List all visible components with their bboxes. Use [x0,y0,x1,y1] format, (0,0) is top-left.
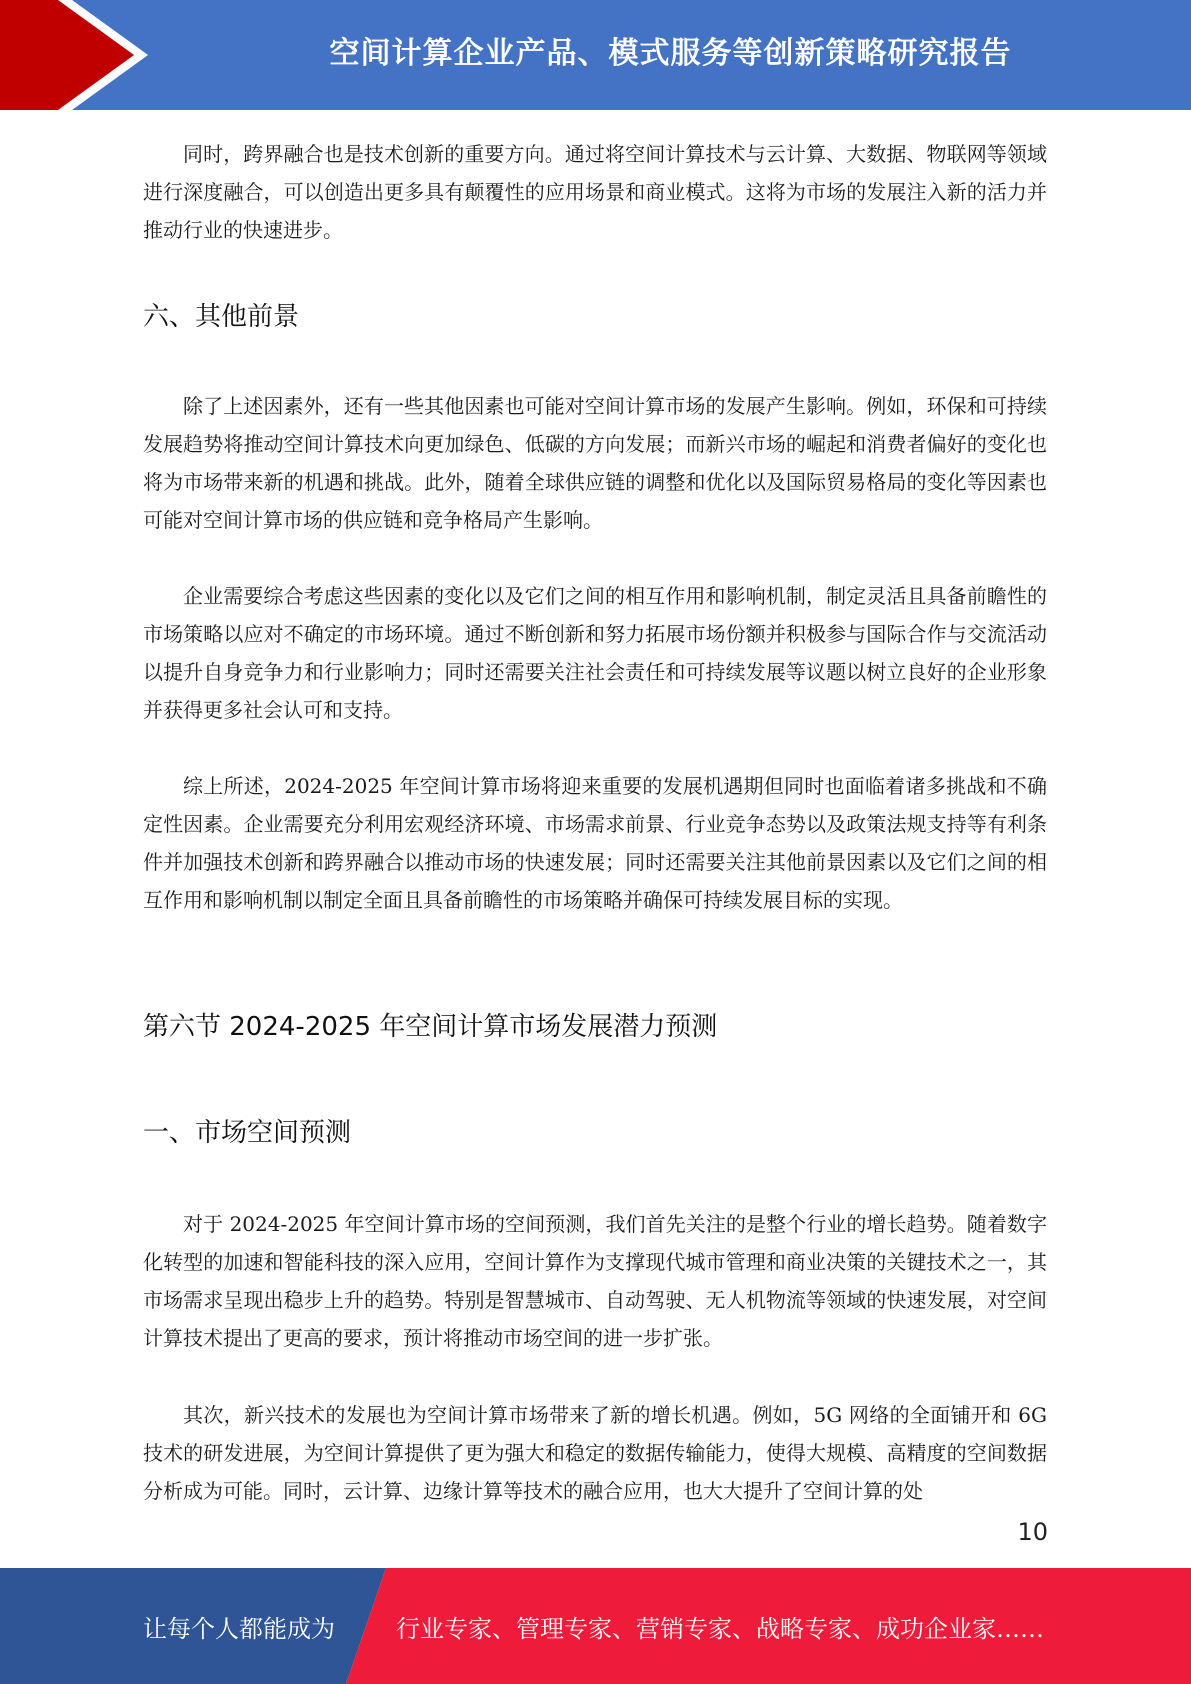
paragraph-other-factors: 除了上述因素外，还有一些其他因素也可能对空间计算市场的发展产生影响。例如，环保和可持续发展趋势将推动空间计算技术向更加绿色、低碳的方向发展；而新兴市场的崛起和消费者偏好的变化也将为市场带来新的机遇和挑战。此外，随着全球供应链的调整和优化以及国际贸易格局的变化等因素也可能对空间计算市场的供应链和竞争格局产生影响。 [143,394,1047,532]
page-number: 10 [1017,1518,1048,1546]
heading-other-prospects: 六、其他前景 [143,302,300,332]
heading-market-space-forecast: 一、市场空间预测 [143,1118,352,1148]
header-band [0,0,1191,110]
paragraph-enterprise-strategy: 企业需要综合考虑这些因素的变化以及它们之间的相互作用和影响机制，制定灵活且具备前瞻性的市场策略以应对不确定的市场环境。通过不断创新和努力拓展市场份额并积极参与国际合作与交流活动以提升自身竞争力和行业影响力；同时还需要关注社会责任和可持续发展等议题以树立良好的企业形象并获得更多社会认可和支持。 [143,584,1047,722]
footer-slogan-left: 让每个人都能成为 [143,1614,335,1643]
paragraph-market-growth-trend: 对于 2024-2025 年空间计算市场的空间预测，我们首先关注的是整个行业的增长趋势。随着数字化转型的加速和智能科技的深入应用，空间计算作为支撑现代城市管理和商业决策的关键技术之一，其市场需求呈现出稳步上升的趋势。特别是智慧城市、自动驾驶、无人机物流等领域的快速发展，对空间计算技术提出了更高的要求，预计将推动市场空间的进一步扩张。 [143,1212,1047,1350]
footer-band [0,1568,1191,1684]
paragraph-summary: 综上所述，2024-2025 年空间计算市场将迎来重要的发展机遇期但同时也面临着诸多挑战和不确定性因素。企业需要充分利用宏观经济环境、市场需求前景、行业竞争态势以及政策法规支持等有利条件并加强技术创新和跨界融合以推动市场的快速发展；同时还需要关注其他前景因素以及它们之间的相互作用和影响机制以制定全面且具备前瞻性的市场策略并确保可持续发展目标的实现。 [143,774,1047,912]
section-heading-potential-forecast: 第六节 2024-2025 年空间计算市场发展潜力预测 [143,1012,718,1042]
paragraph-emerging-technology: 其次，新兴技术的发展也为空间计算市场带来了新的增长机遇。例如，5G 网络的全面铺开和 6G 技术的研发进展，为空间计算提供了更为强大和稳定的数据传输能力，使得大规模、高精度的空间数据分析成为可能。同时，云计算、边缘计算等技术的融合应用，也大大提升了空间计算的处 [143,1403,1047,1503]
footer-slogan-right: 行业专家、管理专家、营销专家、战略专家、成功企业家…… [396,1614,1044,1643]
report-title: 空间计算企业产品、模式服务等创新策略研究报告 [329,36,1012,71]
paragraph-cross-border-fusion: 同时，跨界融合也是技术创新的重要方向。通过将空间计算技术与云计算、大数据、物联网等领域进行深度融合，可以创造出更多具有颠覆性的应用场景和商业模式。这将为市场的发展注入新的活力并推动行业的快速进步。 [143,142,1047,242]
